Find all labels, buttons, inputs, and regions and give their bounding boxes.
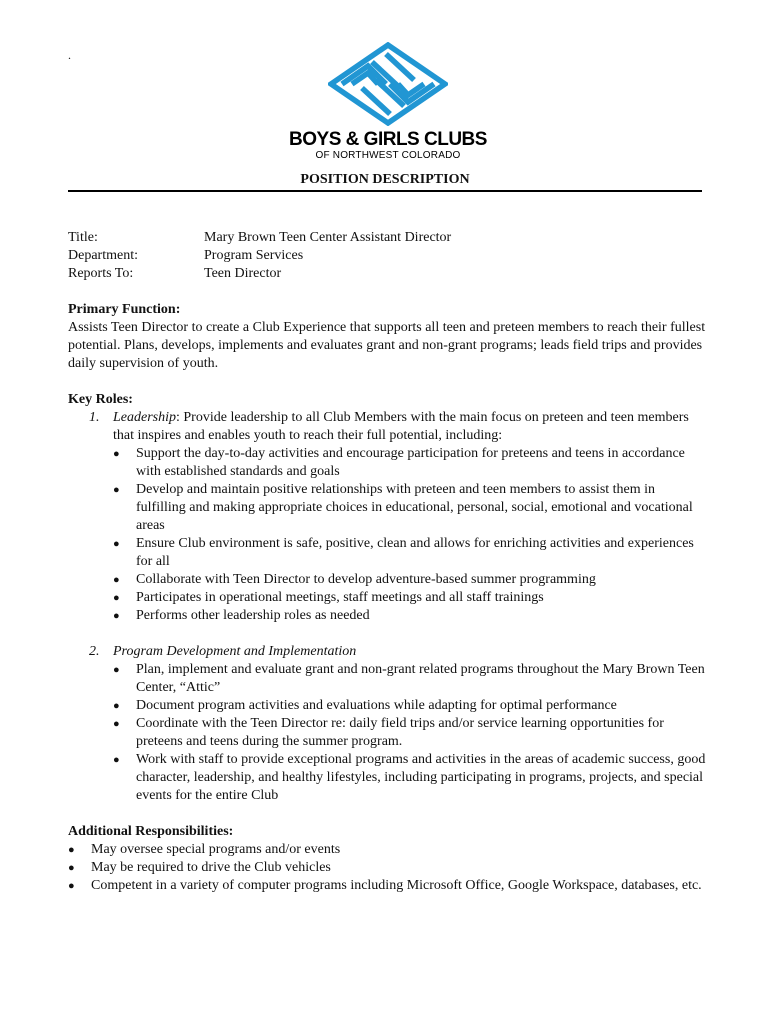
org-name: BOYS & GIRLS CLUBS: [289, 129, 487, 150]
additional-heading: Additional Responsibilities:: [68, 824, 234, 839]
meta-row-reports-to: [68, 265, 708, 283]
list-item: ● Coordinate with the Teen Director re: daily field trips and/or service learning opportunities for preteens and teens during the summer program.: [113, 715, 708, 751]
list-item: ● May oversee special programs and/or events: [68, 841, 708, 859]
list-item: ● Support the day-to-day activities and encourage participation for preteens and teens in accordance with established standards and goals: [113, 445, 708, 481]
meta-value: Program Services: [204, 248, 304, 263]
meta-value: Teen Director: [204, 266, 282, 281]
meta-value: Mary Brown Teen Center Assistant Director: [204, 230, 452, 245]
meta-row-department: [68, 247, 708, 265]
primary-function-text: Assists Teen Director to create a Club Experience that supports all teen and preteen members to reach their fullest potential. Plans, develops, implements and evaluates grant and non-grant programs; leads field trips and provides daily supervision of youth.: [68, 320, 706, 371]
meta-label: Department:: [68, 248, 138, 263]
role-intro: [113, 409, 708, 445]
list-item: ● May be required to drive the Club vehicles: [68, 859, 708, 877]
meta-label: Title:: [68, 230, 98, 245]
document-title: POSITION DESCRIPTION: [300, 172, 470, 187]
role-item-leadership: [68, 409, 708, 625]
role-number: 2.: [89, 644, 100, 659]
list-item: ● Collaborate with Teen Director to develop adventure-based summer programming: [113, 571, 708, 589]
list-item: ● Work with staff to provide exceptional programs and activities in the areas of academic success, good character, leadership, and healthy lifestyles, including participating in programs, projects, and special events for the entire Club: [113, 751, 708, 805]
list-item: ● Develop and maintain positive relationships with preteen and teen members to assist them in fulfilling and making appropriate choices in educational, personal, social, emotional and vocational areas: [113, 481, 708, 535]
role-number: 1.: [89, 410, 100, 425]
list-item: ● Competent in a variety of computer programs including Microsoft Office, Google Workspace, databases, etc.: [68, 877, 708, 895]
clubs-hands-logo-icon: [328, 42, 448, 126]
role-item-program-development: [68, 643, 708, 805]
list-item: ● Performs other leadership roles as needed: [113, 607, 708, 625]
role-intro: [113, 643, 708, 661]
role-bullets: [113, 445, 708, 625]
document-body: [68, 229, 708, 895]
additional-bullets: [68, 841, 708, 895]
list-item: ● Plan, implement and evaluate grant and non-grant related programs throughout the Mary Brown Teen Center, “Attic”: [113, 661, 708, 697]
key-roles-heading: Key Roles:: [68, 392, 133, 407]
meta-label: Reports To:: [68, 266, 134, 281]
list-item: ● Ensure Club environment is safe, positive, clean and allows for enriching activities and experiences for all: [113, 535, 708, 571]
role-intro-text: : Provide leadership to all Club Members with the main focus on preteen and teen members that inspires and enables youth to reach their full potential, including:: [113, 410, 689, 443]
org-subtitle: OF NORTHWEST COLORADO: [315, 150, 461, 161]
club-logo: [280, 42, 496, 161]
key-roles-list: [68, 409, 708, 805]
meta-row-title: [68, 229, 708, 247]
role-title: Leadership: [113, 410, 176, 425]
list-item: ● Participates in operational meetings, staff meetings and all staff trainings: [113, 589, 708, 607]
list-item: ● Document program activities and evaluations while adapting for optimal performance: [113, 697, 708, 715]
role-bullets: [113, 661, 708, 805]
title-divider: [68, 190, 702, 192]
stray-mark: .: [68, 48, 71, 62]
position-meta: [68, 229, 708, 283]
primary-function-heading: Primary Function:: [68, 302, 181, 317]
role-title: Program Development and Implementation: [113, 644, 357, 659]
